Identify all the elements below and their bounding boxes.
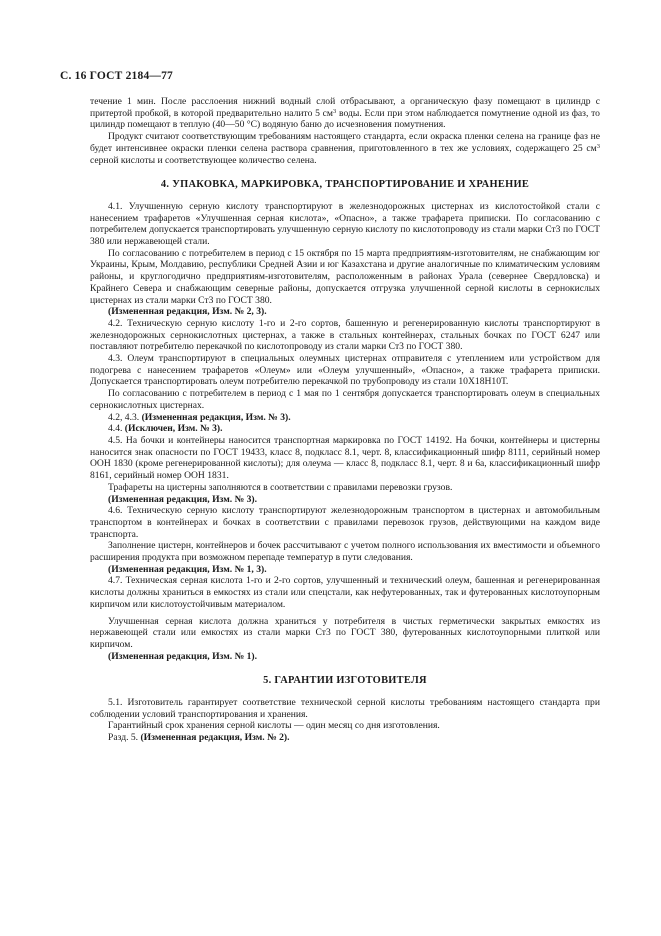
clause-4-6: 4.6. Техническую серную кислоту транспортируют железнодорожным транспортом в цистернах и автомобильным транспортом в контейнерах и бочках в соответствии с правилами перевозок грузов, действующими на каждом виде транспорта.	[90, 505, 600, 540]
clause-5-1: 5.1. Изготовитель гарантирует соответствие технической серной кислоты требованиям настоящего стандарта при соблюдении условий транспортирования и хранения.	[90, 697, 600, 720]
amendment-note: (Измененная редакция, Изм. № 2, 3).	[108, 306, 267, 318]
section-5-heading: 5. ГАРАНТИИ ИЗГОТОВИТЕЛЯ	[263, 675, 427, 687]
clause-4-1: 4.1. Улучшенную серную кислоту транспортируют в железнодорожных цистернах из кислотостойкой стали с нанесением трафаретов «Улучшенная серная кислота», «Опасно», а также трафарета приписки. По согласованию с потребителем допускается транспортировать улучшенную серную кислоту по кислотопроводу из стали марки Ст3 по ГОСТ 380 или нержавеющей стали.	[90, 200, 600, 248]
clause-4-7: 4.7. Техническая серная кислота 1-го и 2-го сортов, улучшенный и технический олеум, башенная и регенерированная кислоты должны храниться в емкостях из стали или спецстали, как нефутерованных, так и футерованных кислотоупорным кирпичом или кислотоустойчивым материалом.	[90, 575, 600, 610]
section-4-heading: 4. УПАКОВКА, МАРКИРОВКА, ТРАНСПОРТИРОВАНИЕ И ХРАНЕНИЕ	[160, 179, 530, 191]
clause-4-1-continuation: По согласованию с потребителем в период с 15 октября по 15 марта предприятиям-изготовителям, не снабжающим юг Украины, Крым, Молдавию, республики Средней Азии и юг Казахстана и другие аналогичные по климатическим условиям районы, и круглогодично предприятиям-изготовителям, расположенным в районах Урала (севернее Свердловска) и Крайнего Севера и снабжающим северные районы, допускается отгрузка улучшенной серной кислоты в сернокислых цистернах из стали марки Ст3 по ГОСТ 380.	[90, 247, 600, 306]
clause-4-5-continuation: Трафареты на цистерны заполняются в соответствии с правилами перевозки грузов.	[108, 481, 453, 493]
clause-4-2-4-3-amendment: 4.2, 4.3. (Измененная редакция, Изм. № 3).	[108, 411, 291, 423]
clause-4-3-continuation: По согласованию с потребителем в период с 1 мая по 1 сентября допускается транспортировать олеум в специальных сернокислотных цистернах.	[90, 388, 600, 411]
section-5-amendment: Разд. 5. (Измененная редакция, Изм. № 2).	[108, 732, 290, 744]
clause-4-6-continuation: Заполнение цистерн, контейнеров и бочек рассчитывают с учетом полного использования их вместимости и объемного расширения продукта при возможном перепаде температур в пути следования.	[90, 540, 600, 564]
amendment-note: (Измененная редакция, Изм. № 1, 3).	[108, 563, 267, 575]
document-body	[90, 96, 600, 744]
amendment-note: (Измененная редакция, Изм. № 3).	[108, 493, 258, 505]
warranty-period: Гарантийный срок хранения серной кислоты — один месяц со дня изготовления.	[108, 720, 440, 732]
clause-4-2: 4.2. Техническую серную кислоту 1-го и 2-го сортов, башенную и регенерированную кислоты транспортируют в железнодорожных сернокислотных цистернах, а также в стальных контейнерах, стальных бочках по ГОСТ 6247 или поставляют потребителю перекачкой по кислотопроводу из стали марки Ст3 по ГОСТ 380.	[90, 317, 600, 353]
clause-4-5: 4.5. На бочки и контейнеры наносится транспортная маркировка по ГОСТ 14192. На бочки, контейнеры и цистерны наносится знак опасности по ГОСТ 19433, класс 8, подкласс 8.1, черт. 8, классификационный шифр 8111, серийный номер ООН 1830 (кроме регенерированной кислоты); для олеума — класс 8, подкласс 8.1, черт. 8 и 6а, классификационный шифр 8161, серийный номер ООН 1831.	[90, 434, 600, 482]
amendment-note: (Измененная редакция, Изм. № 1).	[108, 650, 258, 662]
clause-4-7-continuation: Улучшенная серная кислота должна храниться у потребителя в чистых герметически закрытых емкостях из нержавеющей стали или емкостях из стали марки Ст3 по ГОСТ 380, футерованных кислотоупорными плиткой или кирпичом.	[90, 615, 600, 650]
intro-paragraph-2: Продукт считают соответствующим требованиям настоящего стандарта, если окраска пленки селена на границе фаз не будет интенсивнее окраски пленки селена раствора сравнения, приготовленного в тех же условиях, содержащего 25 $см^3$ серной кислоты и соответствующее количество селена.	[90, 131, 600, 166]
clause-4-4: 4.4. (Исключен, Изм. № 3).	[108, 423, 223, 435]
clause-4-3: 4.3. Олеум транспортируют в специальных олеумных цистернах отправителя с утеплением или устройством для подогрева с нанесением трафаретов «Олеум» или «Олеум улучшенный», «Опасно», а также трафарета приписки. Допускается транспортировать олеум потребителю перекачкой по трубопроводу из стали 10Х18Н10Т.	[90, 353, 600, 388]
page-header: С. 16 ГОСТ 2184—77	[60, 70, 173, 82]
intro-paragraph-1: течение 1 мин. После расслоения нижний водный слой отбрасывают, а органическую фазу помещают в цилиндр с притертой пробкой, в которой предварительно налито 5 $см^3$ воды. Если при этом наблюдается помутнение одной из фаз, то цилиндр помещают в теплую (40—50 °С) водяную баню до исчезновения помутнения.	[90, 96, 600, 131]
